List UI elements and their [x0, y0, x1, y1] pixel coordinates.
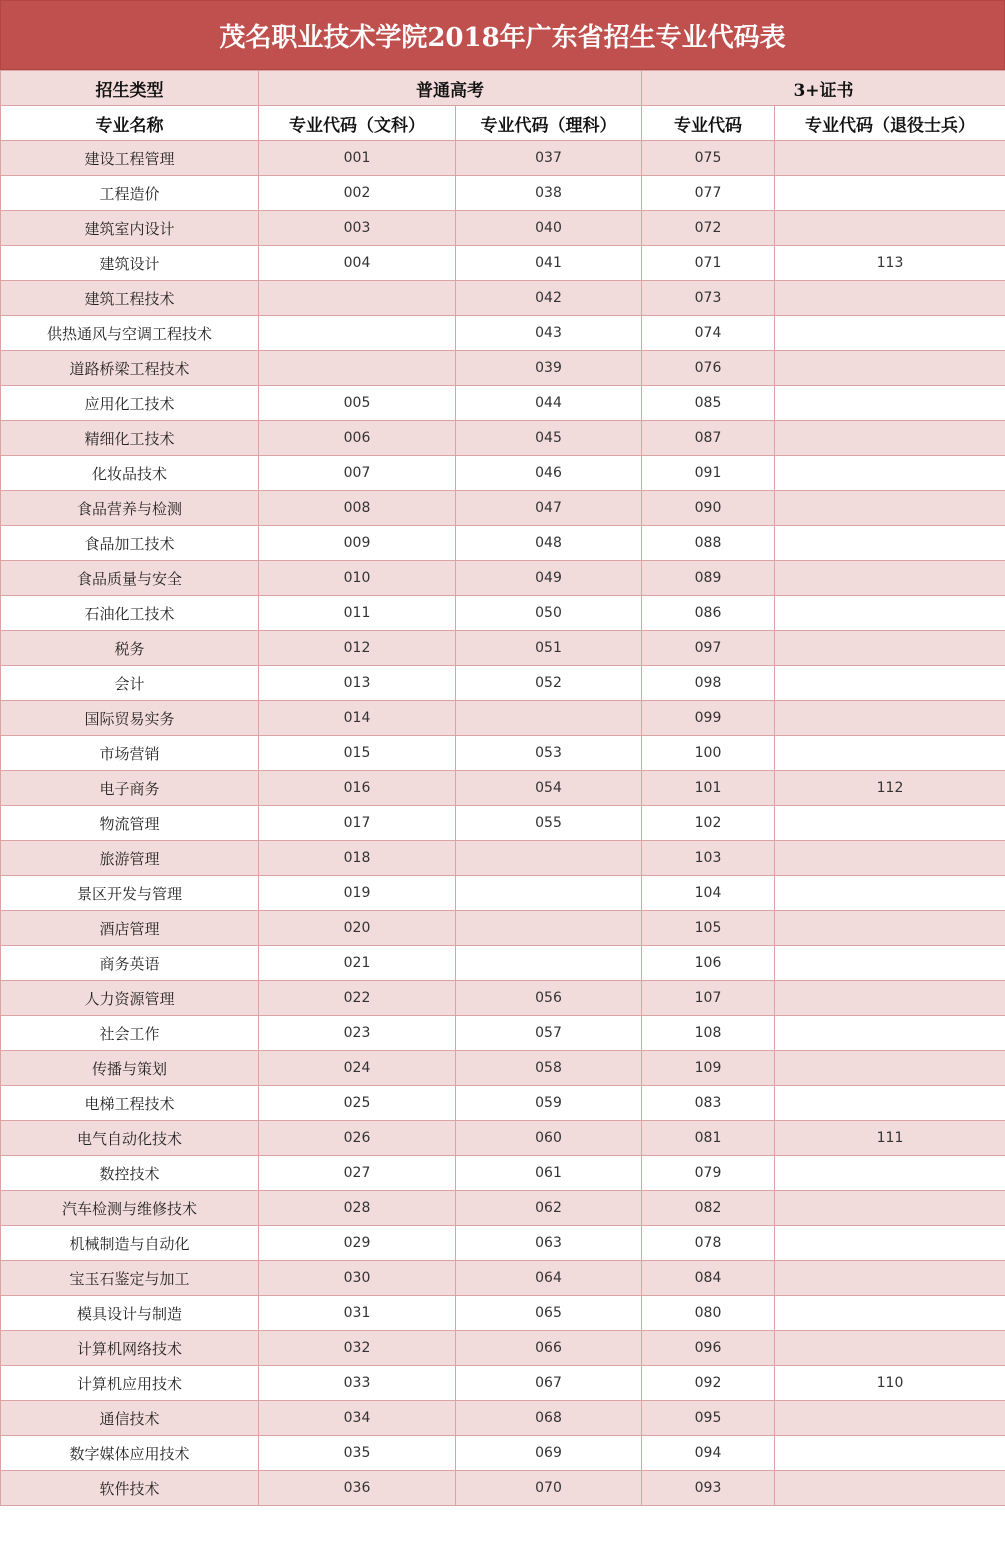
code-veterans-cell: [775, 1331, 1005, 1366]
table-row: [1, 911, 1005, 946]
code-certificate-cell: 099: [642, 701, 775, 736]
table-row: [1, 386, 1005, 421]
table-row: [1, 981, 1005, 1016]
code-veterans-cell: [775, 1191, 1005, 1226]
major-name-cell: 建设工程管理: [1, 141, 259, 176]
code-certificate-cell: 072: [642, 211, 775, 246]
code-science-cell: [456, 946, 642, 981]
major-name-cell: 计算机网络技术: [1, 1331, 259, 1366]
major-name-cell: 化妆品技术: [1, 456, 259, 491]
code-arts-cell: 031: [259, 1296, 456, 1331]
code-veterans-cell: [775, 1016, 1005, 1051]
code-science-cell: 043: [456, 316, 642, 351]
major-name-cell: 食品加工技术: [1, 526, 259, 561]
table-row: [1, 806, 1005, 841]
code-veterans-cell: [775, 596, 1005, 631]
code-arts-cell: 032: [259, 1331, 456, 1366]
major-name-cell: 电气自动化技术: [1, 1121, 259, 1156]
code-arts-cell: 016: [259, 771, 456, 806]
code-science-cell: 068: [456, 1401, 642, 1436]
code-certificate-cell: 079: [642, 1156, 775, 1191]
code-science-cell: 038: [456, 176, 642, 211]
major-name-cell: 社会工作: [1, 1016, 259, 1051]
major-name-cell: 石油化工技术: [1, 596, 259, 631]
table-row: [1, 701, 1005, 736]
major-name-cell: 数字媒体应用技术: [1, 1436, 259, 1471]
code-arts-cell: 020: [259, 911, 456, 946]
code-arts-cell: 011: [259, 596, 456, 631]
code-veterans-cell: [775, 421, 1005, 456]
code-science-cell: 070: [456, 1471, 642, 1506]
code-arts-cell: 014: [259, 701, 456, 736]
major-name-cell: 供热通风与空调工程技术: [1, 316, 259, 351]
code-veterans-cell: [775, 1156, 1005, 1191]
header-row-type: [1, 71, 1005, 106]
major-name-cell: 电子商务: [1, 771, 259, 806]
code-science-cell: 045: [456, 421, 642, 456]
code-veterans-cell: [775, 946, 1005, 981]
code-certificate-cell: 080: [642, 1296, 775, 1331]
code-science-cell: 065: [456, 1296, 642, 1331]
major-name-cell: 建筑室内设计: [1, 211, 259, 246]
code-science-cell: 046: [456, 456, 642, 491]
code-certificate-cell: 071: [642, 246, 775, 281]
code-veterans-cell: [775, 1261, 1005, 1296]
code-veterans-cell: [775, 141, 1005, 176]
code-certificate-cell: 086: [642, 596, 775, 631]
table-row: [1, 666, 1005, 701]
code-certificate-cell: 102: [642, 806, 775, 841]
table-row: [1, 1296, 1005, 1331]
code-science-cell: 056: [456, 981, 642, 1016]
code-certificate-cell: 096: [642, 1331, 775, 1366]
code-certificate-cell: 100: [642, 736, 775, 771]
code-science-cell: 050: [456, 596, 642, 631]
code-science-cell: 069: [456, 1436, 642, 1471]
table-row: [1, 946, 1005, 981]
header-3-plus-certificate: 3+证书: [642, 71, 1005, 106]
major-name-cell: 人力资源管理: [1, 981, 259, 1016]
major-name-cell: 汽车检测与维修技术: [1, 1191, 259, 1226]
code-arts-cell: 002: [259, 176, 456, 211]
code-veterans-cell: 112: [775, 771, 1005, 806]
code-science-cell: 057: [456, 1016, 642, 1051]
major-name-cell: 宝玉石鉴定与加工: [1, 1261, 259, 1296]
code-science-cell: 048: [456, 526, 642, 561]
code-veterans-cell: [775, 736, 1005, 771]
code-certificate-cell: 109: [642, 1051, 775, 1086]
code-arts-cell: 004: [259, 246, 456, 281]
code-veterans-cell: 111: [775, 1121, 1005, 1156]
code-veterans-cell: [775, 841, 1005, 876]
major-name-cell: 道路桥梁工程技术: [1, 351, 259, 386]
code-certificate-cell: 105: [642, 911, 775, 946]
code-certificate-cell: 097: [642, 631, 775, 666]
major-name-cell: 食品质量与安全: [1, 561, 259, 596]
code-arts-cell: 024: [259, 1051, 456, 1086]
code-arts-cell: 023: [259, 1016, 456, 1051]
code-arts-cell: 017: [259, 806, 456, 841]
code-arts-cell: 001: [259, 141, 456, 176]
table-row: [1, 1016, 1005, 1051]
code-certificate-cell: 091: [642, 456, 775, 491]
code-certificate-cell: 074: [642, 316, 775, 351]
code-arts-cell: 033: [259, 1366, 456, 1401]
table-row: [1, 1331, 1005, 1366]
major-name-cell: 应用化工技术: [1, 386, 259, 421]
code-science-cell: 054: [456, 771, 642, 806]
major-name-cell: 软件技术: [1, 1471, 259, 1506]
table-row: [1, 526, 1005, 561]
code-arts-cell: 015: [259, 736, 456, 771]
code-arts-cell: 019: [259, 876, 456, 911]
code-certificate-cell: 107: [642, 981, 775, 1016]
code-arts-cell: 021: [259, 946, 456, 981]
code-science-cell: 052: [456, 666, 642, 701]
code-science-cell: 055: [456, 806, 642, 841]
code-arts-cell: [259, 281, 456, 316]
code-certificate-cell: 101: [642, 771, 775, 806]
code-certificate-cell: 087: [642, 421, 775, 456]
code-certificate-cell: 093: [642, 1471, 775, 1506]
major-name-cell: 模具设计与制造: [1, 1296, 259, 1331]
code-certificate-cell: 094: [642, 1436, 775, 1471]
major-name-cell: 传播与策划: [1, 1051, 259, 1086]
code-arts-cell: 027: [259, 1156, 456, 1191]
code-certificate-cell: 088: [642, 526, 775, 561]
code-science-cell: 053: [456, 736, 642, 771]
header-code-certificate: 专业代码: [642, 106, 775, 141]
table-row: [1, 736, 1005, 771]
code-veterans-cell: [775, 806, 1005, 841]
code-certificate-cell: 092: [642, 1366, 775, 1401]
code-veterans-cell: [775, 561, 1005, 596]
code-certificate-cell: 084: [642, 1261, 775, 1296]
code-arts-cell: 028: [259, 1191, 456, 1226]
code-certificate-cell: 073: [642, 281, 775, 316]
code-science-cell: 063: [456, 1226, 642, 1261]
major-name-cell: 建筑设计: [1, 246, 259, 281]
code-science-cell: 040: [456, 211, 642, 246]
header-major-name: 专业名称: [1, 106, 259, 141]
code-science-cell: 051: [456, 631, 642, 666]
code-science-cell: 064: [456, 1261, 642, 1296]
code-veterans-cell: [775, 456, 1005, 491]
code-certificate-cell: 083: [642, 1086, 775, 1121]
code-science-cell: [456, 841, 642, 876]
table-row: [1, 456, 1005, 491]
code-certificate-cell: 081: [642, 1121, 775, 1156]
table-row: [1, 876, 1005, 911]
major-code-table: [0, 70, 1005, 1506]
code-arts-cell: [259, 351, 456, 386]
code-science-cell: 039: [456, 351, 642, 386]
page-title: 茂名职业技术学院2018年广东省招生专业代码表: [0, 0, 1005, 70]
code-veterans-cell: [775, 631, 1005, 666]
code-veterans-cell: [775, 1296, 1005, 1331]
code-certificate-cell: 090: [642, 491, 775, 526]
table-row: [1, 1401, 1005, 1436]
code-arts-cell: 035: [259, 1436, 456, 1471]
code-veterans-cell: [775, 1051, 1005, 1086]
code-certificate-cell: 075: [642, 141, 775, 176]
table-row: [1, 316, 1005, 351]
major-name-cell: 景区开发与管理: [1, 876, 259, 911]
major-name-cell: 计算机应用技术: [1, 1366, 259, 1401]
header-code-arts: 专业代码（文科）: [259, 106, 456, 141]
major-name-cell: 机械制造与自动化: [1, 1226, 259, 1261]
code-veterans-cell: [775, 211, 1005, 246]
major-name-cell: 建筑工程技术: [1, 281, 259, 316]
code-certificate-cell: 076: [642, 351, 775, 386]
code-arts-cell: 010: [259, 561, 456, 596]
table-row: [1, 596, 1005, 631]
code-certificate-cell: 104: [642, 876, 775, 911]
header-enrollment-type: 招生类型: [1, 71, 259, 106]
major-name-cell: 旅游管理: [1, 841, 259, 876]
code-veterans-cell: [775, 876, 1005, 911]
table-row: [1, 421, 1005, 456]
code-arts-cell: 030: [259, 1261, 456, 1296]
code-veterans-cell: [775, 316, 1005, 351]
major-name-cell: 市场营销: [1, 736, 259, 771]
major-name-cell: 会计: [1, 666, 259, 701]
major-name-cell: 物流管理: [1, 806, 259, 841]
code-arts-cell: 012: [259, 631, 456, 666]
table-row: [1, 841, 1005, 876]
table-row: [1, 1051, 1005, 1086]
table-row: [1, 1191, 1005, 1226]
table-row: [1, 1156, 1005, 1191]
code-certificate-cell: 077: [642, 176, 775, 211]
code-veterans-cell: [775, 701, 1005, 736]
code-veterans-cell: 113: [775, 246, 1005, 281]
table-row: [1, 771, 1005, 806]
table-row: [1, 1436, 1005, 1471]
code-science-cell: 041: [456, 246, 642, 281]
code-certificate-cell: 078: [642, 1226, 775, 1261]
table-row: [1, 631, 1005, 666]
code-science-cell: 058: [456, 1051, 642, 1086]
code-veterans-cell: [775, 386, 1005, 421]
table-row: [1, 1226, 1005, 1261]
code-science-cell: 047: [456, 491, 642, 526]
code-veterans-cell: [775, 981, 1005, 1016]
code-certificate-cell: 106: [642, 946, 775, 981]
code-certificate-cell: 089: [642, 561, 775, 596]
code-arts-cell: 029: [259, 1226, 456, 1261]
code-veterans-cell: [775, 1471, 1005, 1506]
code-veterans-cell: [775, 351, 1005, 386]
table-row: [1, 281, 1005, 316]
code-science-cell: 049: [456, 561, 642, 596]
major-name-cell: 精细化工技术: [1, 421, 259, 456]
header-code-veterans: 专业代码（退役士兵）: [775, 106, 1005, 141]
code-science-cell: [456, 911, 642, 946]
code-veterans-cell: [775, 1226, 1005, 1261]
code-arts-cell: 034: [259, 1401, 456, 1436]
code-certificate-cell: 082: [642, 1191, 775, 1226]
code-veterans-cell: [775, 1401, 1005, 1436]
code-arts-cell: 008: [259, 491, 456, 526]
code-veterans-cell: 110: [775, 1366, 1005, 1401]
code-science-cell: 061: [456, 1156, 642, 1191]
code-arts-cell: 005: [259, 386, 456, 421]
table-row: [1, 491, 1005, 526]
code-arts-cell: 003: [259, 211, 456, 246]
code-certificate-cell: 108: [642, 1016, 775, 1051]
code-arts-cell: 036: [259, 1471, 456, 1506]
table-row: [1, 351, 1005, 386]
code-science-cell: 067: [456, 1366, 642, 1401]
major-name-cell: 工程造价: [1, 176, 259, 211]
code-arts-cell: 026: [259, 1121, 456, 1156]
table-row: [1, 1471, 1005, 1506]
major-name-cell: 税务: [1, 631, 259, 666]
table-row: [1, 176, 1005, 211]
code-arts-cell: 009: [259, 526, 456, 561]
major-name-cell: 电梯工程技术: [1, 1086, 259, 1121]
code-arts-cell: 018: [259, 841, 456, 876]
code-veterans-cell: [775, 281, 1005, 316]
table-row: [1, 1261, 1005, 1296]
code-veterans-cell: [775, 1086, 1005, 1121]
code-veterans-cell: [775, 491, 1005, 526]
code-certificate-cell: 095: [642, 1401, 775, 1436]
code-science-cell: [456, 876, 642, 911]
code-science-cell: 044: [456, 386, 642, 421]
code-science-cell: 059: [456, 1086, 642, 1121]
code-veterans-cell: [775, 666, 1005, 701]
code-arts-cell: 013: [259, 666, 456, 701]
table-row: [1, 1086, 1005, 1121]
code-certificate-cell: 085: [642, 386, 775, 421]
code-science-cell: 062: [456, 1191, 642, 1226]
header-regular-exam: 普通高考: [259, 71, 642, 106]
major-name-cell: 商务英语: [1, 946, 259, 981]
major-name-cell: 酒店管理: [1, 911, 259, 946]
major-name-cell: 食品营养与检测: [1, 491, 259, 526]
code-science-cell: 042: [456, 281, 642, 316]
table-row: [1, 1121, 1005, 1156]
major-name-cell: 国际贸易实务: [1, 701, 259, 736]
code-science-cell: [456, 701, 642, 736]
code-arts-cell: 022: [259, 981, 456, 1016]
code-certificate-cell: 098: [642, 666, 775, 701]
code-veterans-cell: [775, 176, 1005, 211]
code-arts-cell: 007: [259, 456, 456, 491]
major-name-cell: 通信技术: [1, 1401, 259, 1436]
header-code-science: 专业代码（理科）: [456, 106, 642, 141]
code-arts-cell: 025: [259, 1086, 456, 1121]
code-science-cell: 060: [456, 1121, 642, 1156]
table-row: [1, 141, 1005, 176]
code-veterans-cell: [775, 911, 1005, 946]
table-row: [1, 246, 1005, 281]
table-row: [1, 1366, 1005, 1401]
code-science-cell: 037: [456, 141, 642, 176]
header-row-columns: [1, 106, 1005, 141]
code-veterans-cell: [775, 526, 1005, 561]
code-science-cell: 066: [456, 1331, 642, 1366]
code-certificate-cell: 103: [642, 841, 775, 876]
major-name-cell: 数控技术: [1, 1156, 259, 1191]
table-row: [1, 211, 1005, 246]
table-row: [1, 561, 1005, 596]
code-veterans-cell: [775, 1436, 1005, 1471]
code-arts-cell: 006: [259, 421, 456, 456]
code-arts-cell: [259, 316, 456, 351]
